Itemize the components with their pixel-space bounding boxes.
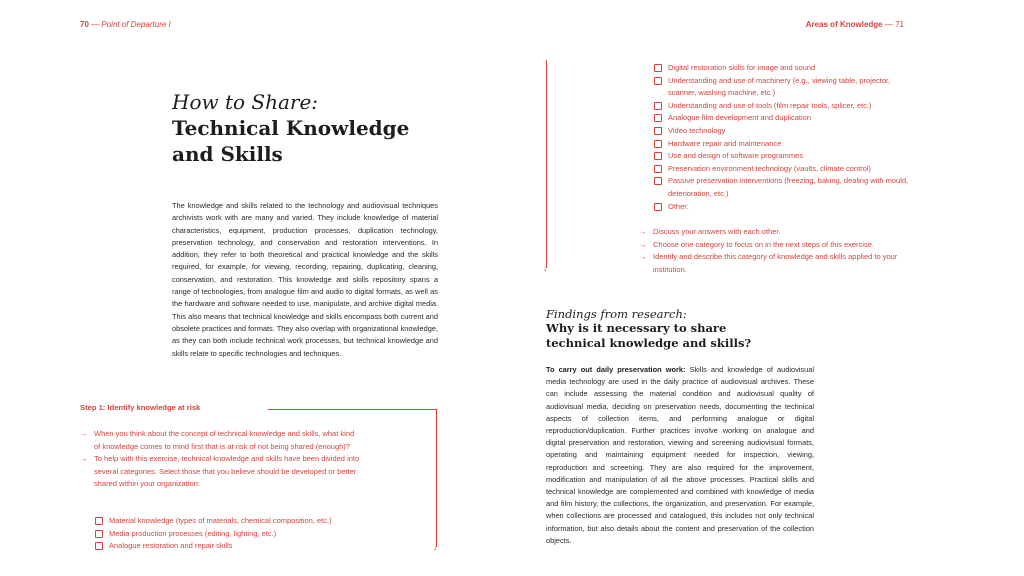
checklist-item[interactable]: Video technology <box>654 125 914 138</box>
checklist-item[interactable]: Understanding and use of machinery (e.g., viewing table, projector, scanner, washing machine, etc.) <box>654 75 914 100</box>
right-folio-separator: — <box>884 20 893 29</box>
left-running-title: Point of Departure I <box>101 20 171 29</box>
step-rule-vertical <box>436 409 437 547</box>
findings-heading <box>546 307 751 350</box>
research-body: Skills and knowledge of audiovisual media technology are used in the daily practice of audiovisual archives. These can include assessing the material condition and audiovisual quality of audiovisual media, deciding on preservation needs, documenting the technical aspects of collection items, and performing analogue or digital reproduction/duplication. Further practices involve working on analogue and digital preservation and restoration, viewing and screening audiovisual formats, operating and maintaining equipment needed for inspection, viewing, reproduction and screening. They are also required for the improvement, modification and manipulation of all the above processes. Practical skills and technical knowledge are complemented and combined with knowledge of media and film history, the collections, the organization, and preservation. For example, when collections are processed and catalogued, this includes not only technical information, but also details about the content and preservation of the collection objects. <box>546 365 814 545</box>
intro-paragraph: The knowledge and skills related to the technology and audiovisual techniques archivists work with are many and varied. They include knowledge of material characteristics, equipment, production processes, duplication technology, preservation technology, and conservation and restoration interventions. In addition, they refer to both theoretical and practical knowledge and the skills required, for example, for viewing, recording, repairing, duplicating, cleaning, conservation, and restoration. This knowledge and skills repository spans a range of technologies, from analogue film and audio to digital formats, as well as the hardware and software needed to use, manipulate, and archive digital media. This also means that technical knowledge and skills encompass both current and obsolete practices and formats. They also overlap with organizational knowledge, as they can both include technical work processes, but technical knowledge and skills relate to specific technologies and techniques. <box>172 201 438 358</box>
checklist-item[interactable]: Understanding and use of tools (film repair tools, splicer, etc.) <box>654 100 914 113</box>
checklist-item[interactable]: Analogue film development and duplication <box>654 112 914 125</box>
research-lead: To carry out daily preservation work: <box>546 365 686 374</box>
list-item: → To help with this exercise, technical knowledge and skills have been divided into several categories. Select those that you believe should be developed or better shared within your organization: <box>80 454 360 488</box>
right-page-number: 71 <box>895 20 904 29</box>
list-item: → Discuss your answers with each other. <box>639 226 911 239</box>
findings-line-2: Why is it necessary to share <box>546 321 727 335</box>
title-line-3: and Skills <box>172 142 283 166</box>
arrow-right-icon: → <box>639 252 647 261</box>
arrow-right-icon: → <box>639 227 647 236</box>
discussion-instructions <box>639 226 911 276</box>
checkbox-icon[interactable] <box>654 203 662 211</box>
checkbox-icon[interactable] <box>95 517 103 525</box>
list-item: → When you think about the concept of technical knowledge and skills, what kind of knowledge comes to mind first that is at risk of not being shared (enough)? <box>80 429 355 451</box>
arrow-down-icon: ↓ <box>543 264 547 273</box>
title-line-1: How to Share: <box>172 90 319 114</box>
research-paragraph <box>546 364 814 547</box>
left-page-number: 70 <box>80 20 89 29</box>
step-rule-horizontal <box>268 409 437 410</box>
step-heading <box>80 403 200 412</box>
arrow-right-icon: → <box>80 429 88 438</box>
knowledge-checklist-right <box>654 62 914 213</box>
checklist-item[interactable]: Other: <box>654 201 914 214</box>
title-line-2: Technical Knowledge <box>172 116 410 140</box>
left-folio <box>80 20 171 29</box>
checkbox-icon[interactable] <box>95 530 103 538</box>
left-folio-separator: — <box>91 20 100 29</box>
step-prefix: Step 1: <box>80 403 106 412</box>
right-running-title: Areas of Knowledge <box>805 20 883 29</box>
checkbox-icon[interactable] <box>654 165 662 173</box>
arrow-down-icon: ↓ <box>433 543 437 552</box>
checkbox-icon[interactable] <box>654 77 662 85</box>
list-item: → Choose one category to focus on in the next steps of this exercise. <box>639 239 911 252</box>
findings-line-3: technical knowledge and skills? <box>546 335 752 350</box>
checkbox-icon[interactable] <box>95 542 103 550</box>
page-title <box>172 90 409 167</box>
checkbox-icon[interactable] <box>654 114 662 122</box>
arrow-right-icon: → <box>639 239 647 249</box>
checkbox-icon[interactable] <box>654 102 662 110</box>
checkbox-icon[interactable] <box>654 177 662 185</box>
checklist-item[interactable]: Hardware repair and maintenance <box>654 138 914 151</box>
checkbox-icon[interactable] <box>654 152 662 160</box>
step-instructions <box>80 428 360 491</box>
right-rule-vertical <box>546 60 547 268</box>
checkbox-icon[interactable] <box>654 127 662 135</box>
list-item: → Identify and describe this category of knowledge and skills applied to your institution. <box>639 252 898 274</box>
step-title: Identify knowledge at risk <box>107 403 201 412</box>
checklist-item[interactable]: Media production processes (editing, lighting, etc.) <box>95 528 395 541</box>
checklist-item[interactable]: Material knowledge (types of materials, chemical composition, etc.) <box>95 515 395 528</box>
checklist-item[interactable]: Digital restoration skills for image and sound <box>654 62 914 75</box>
knowledge-checklist-left <box>95 515 395 553</box>
checklist-item[interactable]: Use and design of software programmes <box>654 150 914 163</box>
checklist-item[interactable]: Preservation environment technology (vaults, climate control) <box>654 163 914 176</box>
checkbox-icon[interactable] <box>654 140 662 148</box>
checklist-item[interactable]: Passive preservation interventions (freezing, baking, dealing with mould, deterioration, etc.) <box>654 175 914 200</box>
arrow-right-icon: → <box>80 454 88 463</box>
findings-line-1: Findings from research: <box>546 307 687 321</box>
checkbox-icon[interactable] <box>654 64 662 72</box>
checklist-item[interactable]: Analogue restoration and repair skills <box>95 540 395 553</box>
right-folio <box>806 20 904 29</box>
